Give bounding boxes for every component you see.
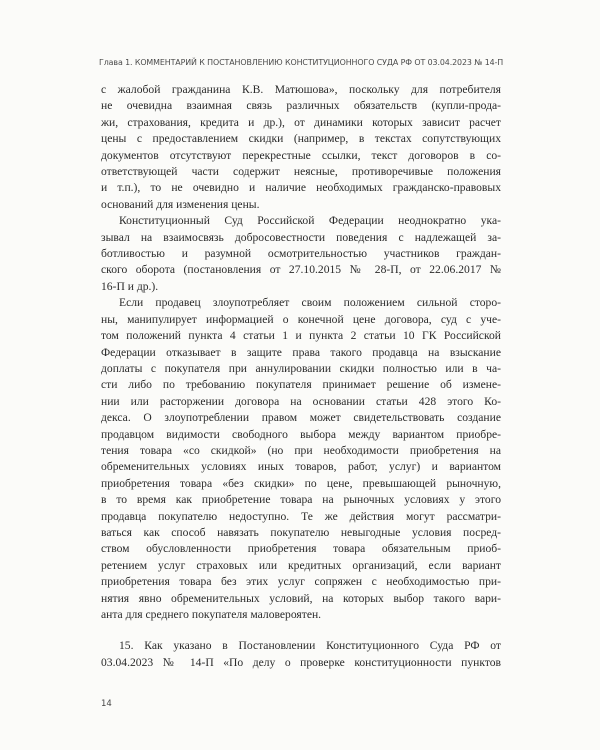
text-line: обременительных условиях иных товаров, работ, услуг) и вариантом [101,460,501,474]
text-line: том положений пункта 4 статьи 1 и пункта 2 статьи 10 ГК Российской [101,329,501,343]
text-line: ством обусловленности приобретения товара обязательным приоб- [101,542,501,556]
text-line: с жалобой гражданина К.В. Матюшова», поскольку для потребителя [101,83,501,96]
text-line: и т.п.), то не очевидно и наличие необходимых гражданско-правовых [101,181,501,195]
text-line: тения товара «со скидкой» (но при необходимости приобретения на [101,443,501,457]
text-line: анта для среднего покупателя маловероятен. [101,608,322,621]
text-line: ны, манипулирует информацией о конечной цене договора, суд с уче- [101,312,501,326]
page-number: 14 [101,699,112,709]
body-text [101,82,501,671]
text-line: приобретения товара без этих услуг сопряжен с необходимостью при- [101,575,501,589]
text-line: документов отсутствуют перекрестные ссылки, текст договоров в со- [101,148,501,162]
text-line: Конституционный Суд Российской Федерации неоднократно ука- [119,214,501,228]
text-line: зывал на взаимосвязь добросовестности поведения с надлежащей за- [101,230,501,244]
text-line: продавца покупателю недоступно. Те же действия могут рассматри- [101,509,501,523]
text-line: ваться как способ навязать покупателю невыгодные условия посред- [101,525,501,539]
text-line: декса. О злоупотреблении правом может свидетельствовать создание [101,411,501,425]
text-line: 16-П и др.). [101,279,159,293]
text-line: нии или расторжении договора на основании статьи 428 этого Ко- [101,394,501,408]
text-line: ботливостью и разумной осмотрительностью участников граждан- [101,247,501,261]
text-line: сти либо по требованию покупателя принимает решение об измене- [101,378,501,392]
text-line: приобретения товара «без скидки» по цене, превышающей рыночную, [101,476,501,490]
text-line: нятия явно обременительных условий, на которых выбор такого вари- [101,591,501,605]
text-line: цены с предоставлением скидки (например, в текстах сопутствующих [101,132,501,146]
paragraph-3 [101,295,501,623]
text-line: в то время как приобретение товара на рыночных условиях у этого [101,493,501,507]
text-line: 03.04.2023 № 14-П «По делу о проверке конституционности пунктов [101,655,501,669]
text-line: доплаты с покупателя при аннулировании скидки полностью или в ча- [101,361,501,375]
text-line: продавцом видимости свободного выбора между вариантом приобре- [101,427,501,441]
text-line: 15. Как указано в Постановлении Конституционного Суда РФ от [119,639,501,653]
running-head: Глава 1. КОММЕНТАРИЙ К ПОСТАНОВЛЕНИЮ КОНСТИТУЦИОННОГО СУДА РФ ОТ 03.04.2023 № 14-П [99,58,504,67]
text-line: ретением услуг страховых или кредитных организаций, если вариант [101,558,501,572]
text-line: Если продавец злоупотребляет своим положением сильной сторо- [119,296,501,310]
text-line: ского оборота (постановления от 27.10.2015 № 28-П, от 22.06.2017 № [101,263,501,277]
text-line: оснований для изменения цены. [101,197,260,211]
paragraph-4 [101,638,501,671]
paragraph-1 [101,82,501,213]
text-line: не очевидна взаимная связь различных обязательств (купли-прода- [101,99,501,113]
text-line: Федерации отказывает в защите права такого продавца на взыскание [101,345,501,359]
text-line: жи, страхования, кредита и др.), от динамики которых зависит расчет [101,115,501,129]
text-line: ответствующей части содержит неясные, противоречивые положения [101,165,501,179]
paragraph-2 [101,213,501,295]
